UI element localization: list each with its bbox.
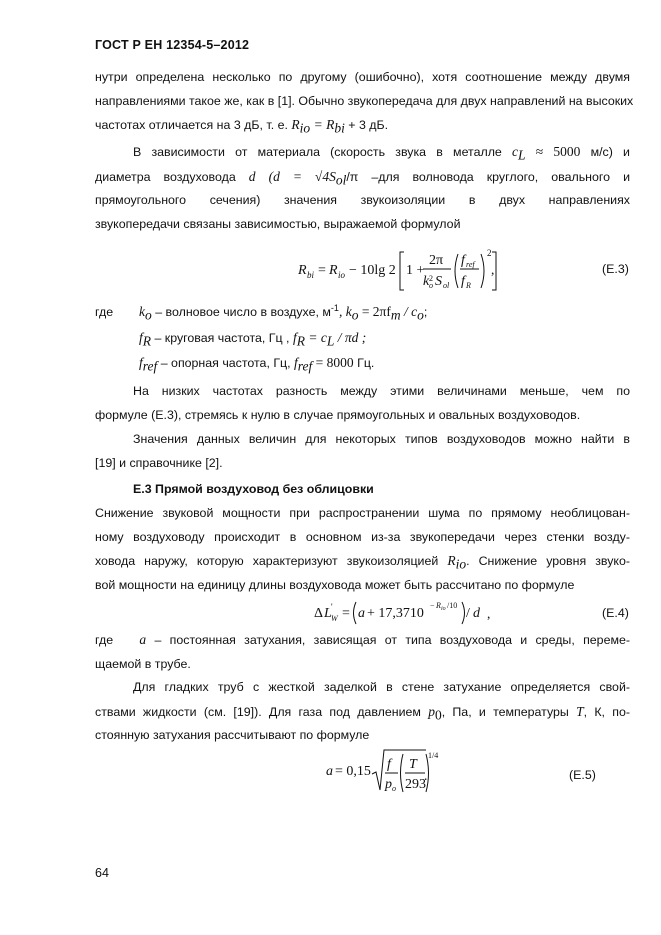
paragraph-straight-duct [95,502,630,597]
svg-text:=: = [342,606,350,621]
svg-text:=: = [318,263,326,278]
document-header: ГОСТ Р ЕН 12354-5–2012 [95,38,250,52]
text-line: частотах отличается на 3 дБ, т. е. $R_{io} = R_{bi} + 3$ дБ. [95,117,389,136]
svg-text:o: o [429,281,433,290]
text-line: нутри определена несколько по другому (ошибочно), хотя соотношение между двумя [95,70,630,84]
svg-text:Δ: Δ [314,606,324,621]
section-heading: Е.3 Прямой воздуховод без облицовки [133,482,374,496]
svg-text:− 10lg 2: − 10lg 2 [349,263,396,278]
definition-a [95,628,630,676]
definition-fref: $f_{ref}$ – опорная частота, Гц, $f_{ref} = 8000$ Гц. [139,355,375,374]
svg-text:+ 17,3710: + 17,3710 [367,606,424,621]
svg-text:2: 2 [429,274,433,283]
svg-text:ref: ref [466,260,475,269]
svg-text:L: L [324,606,332,621]
text-line: ному воздуховоду происходит в основном из-за звукопередачи через стенки возду- [95,529,630,544]
svg-text:2π: 2π [429,253,444,268]
text-line: вой мощности на единицу длины воздуховода может быть рассчитано по формуле [95,577,575,592]
svg-text:f: f [461,274,465,289]
svg-text:': ' [331,602,333,612]
text-line: диаметра воздуховода d ($d = √4S_{ol}/\pi$ –для волновода круглого, овального и [95,168,631,188]
text-line: щаемой в трубе. [95,656,191,671]
svg-text:−: − [430,601,435,610]
text-line: ховода наружу, которую характеризуют звукоизоляцией $R_{io}$. Снижение уровня звуко- [95,553,630,572]
formula-e3 [298,244,503,301]
text-line: ствами жидкости (см. [19]). Для газа под давлением $p_0$, Па, и температуры T, К, по- [95,703,630,723]
page-number: 64 [95,866,109,880]
svg-text:T: T [409,757,417,772]
equation-number-e4: (E.4) [602,606,629,620]
formula-e3-graphic [298,244,503,296]
svg-text:2: 2 [487,248,492,258]
formula-e5-graphic [326,746,439,796]
svg-text:293: 293 [405,777,426,792]
svg-text:S: S [435,274,442,289]
text-line: Для гладких труб с жесткой заделкой в стене затухание определяется свой- [133,680,630,694]
svg-text:= 0,15: = 0,15 [335,764,371,779]
text-line: Снижение звуковой мощности при распространении шума по прямому необлицован- [95,506,630,520]
svg-text:1 +: 1 + [406,263,425,278]
svg-text:f: f [461,253,465,268]
svg-text:a: a [358,606,365,621]
definition-ko: где $k_o$ – волновое число в воздухе, $м^{-1}$, $k_o = 2\pi f_m / c_o$; [95,302,428,323]
text-line: направлениями такое же, как в [1]. Обычно звукопередача для двух направлений на высоких [95,93,634,108]
svg-text:k: k [423,274,430,289]
svg-text:R: R [466,281,471,290]
paragraph-intro [95,66,634,138]
text-line: где a – постоянная затухания, зависящая от типа воздуховода и среды, переме- [95,632,630,647]
text-line: Значения данных величин для некоторых типов воздуховодов можно найти в [133,432,630,446]
text-line: В зависимости от материала (скорость звука в металле $c_L \approx 5000$ м/с) и [133,144,630,163]
svg-text:1/4: 1/4 [428,751,439,760]
svg-text:W: W [331,614,338,623]
definition-fr: $f_R$ – круговая частота, Гц , $f_R = c_L / \pi d$ ; [139,330,367,349]
paragraph-dependence [95,140,630,236]
equation-number-e3: (E.3) [602,262,629,276]
formula-e4-graphic [314,598,484,628]
text-line: звукопередачи связаны зависимостью, выражаемой формулой [95,216,461,231]
svg-text:a: a [326,764,333,779]
svg-text:bi: bi [307,270,315,280]
text-line: стоянную затухания рассчитывают по формуле [95,728,370,743]
paragraph-references [95,428,630,475]
svg-text:R: R [298,263,307,278]
text-line: [19] и справочнике [2]. [95,455,223,470]
text-line: формуле (E.3), стремясь к нулю в случае прямоугольных и овальных воздуховодов. [95,407,581,422]
svg-text:R: R [436,601,441,610]
svg-text:ol: ol [443,281,450,290]
svg-text:io: io [441,606,446,612]
svg-text:o: o [392,784,396,793]
equation-number-e5: (E.5) [569,768,596,782]
svg-text:/10: /10 [447,601,458,610]
paragraph-low-frequency [95,380,630,427]
svg-text:f: f [387,757,391,772]
formula-e5 [326,746,439,801]
paragraph-smooth-pipes [95,676,630,748]
svg-text:R: R [329,263,338,278]
svg-text:d: d [473,606,480,621]
text-line: На низких частотах разность между этими величинами меньше, чем по [133,384,630,398]
svg-text:io: io [338,270,346,280]
svg-text:p: p [385,777,392,792]
svg-text:/: / [466,606,470,621]
text-line: прямоугольного сечения) значения звукоизоляции в двух направлениях [95,193,630,208]
